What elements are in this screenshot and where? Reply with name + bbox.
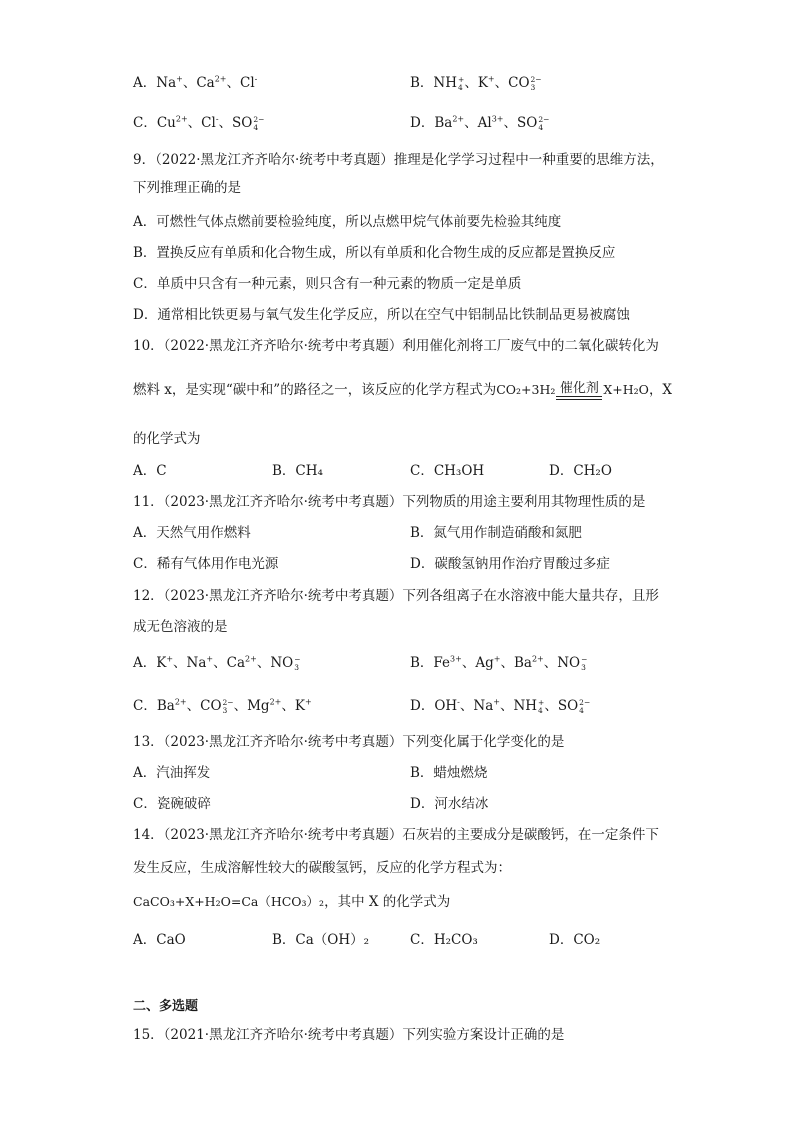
ion: $Ba^{2+}$ (156, 697, 187, 714)
q11-option-c: C．稀有气体用作电光源 (133, 556, 279, 572)
q14-stem-line1: 14．（2023·黑龙江齐齐哈尔·统考中考真题）石灰岩的主要成分是碳酸钙，在一定条件下 (133, 827, 659, 843)
q13-option-b: B．蜡烛燃烧 (410, 765, 488, 781)
ion: Cl- (240, 74, 258, 91)
ion: CO 2− 3 (508, 74, 542, 92)
q12-option-a: A．K+、Na+、$Ca^{2+}$、NO − 3 (133, 654, 301, 672)
ion: $Fe^{3+}$ (433, 654, 462, 671)
ion: Na+ (156, 74, 183, 91)
q12-option-b: B．$Fe^{3+}$、Ag+、$Ba^{2+}$、NO − 3 (410, 654, 588, 672)
ion: $Al^{3+}$ (477, 114, 504, 131)
ion: $Cu^{2+}$ (156, 114, 188, 131)
ion: $Ba^{2+}$ (513, 654, 544, 671)
q11-option-d: D．碳酸氢钠用作治疗胃酸过多症 (410, 556, 610, 572)
q9-option-c: C．单质中只含有一种元素，则只含有一种元素的物质一定是单质 (133, 276, 522, 292)
option-letter: C． (133, 698, 157, 714)
ion: NH + 4 (433, 74, 465, 92)
ion: Na+ (473, 697, 500, 714)
q8-option-c: C．$Cu^{2+}$、Cl-、SO 2− 4 (133, 114, 265, 132)
equals-sign (556, 396, 602, 400)
q9-stem-line1: 9．（2022·黑龙江齐齐哈尔·统考中考真题）推理是化学学习过程中一种重要的思维方法， (133, 152, 664, 168)
catalyst-label: 催化剂 (559, 381, 599, 396)
reaction-condition (556, 382, 602, 400)
q8-option-d: D．$Ba^{2+}$、$Al^{3+}$、SO 2− 4 (410, 114, 550, 132)
q10-option-d: D．CH₂O (549, 463, 612, 479)
equation-left: CO₂+3H₂ (496, 382, 556, 397)
q12-stem-line2: 成无色溶液的是 (133, 619, 228, 635)
q14-option-d: D．CO₂ (549, 932, 601, 948)
option-letter: A． (133, 75, 157, 91)
option-letter: A． (133, 655, 157, 671)
q10-stem-text: 燃料 x，是实现“碳中和”的路径之一，该反应的化学方程式为 (133, 382, 497, 398)
ion: Na+ (186, 654, 214, 671)
q10-stem-line1: 10．（2022·黑龙江齐齐哈尔·统考中考真题）利用催化剂将工厂废气中的二氧化碳转化为 (133, 338, 659, 354)
equation-right: X+H₂O (603, 382, 649, 397)
q13-option-d: D．河水结冰 (410, 796, 489, 812)
ion: SO 2− 4 (557, 697, 591, 715)
q14-option-c: C．H₂CO₃ (410, 932, 478, 948)
q13-stem: 13．（2023·黑龙江齐齐哈尔·统考中考真题）下列变化属于化学变化的是 (133, 734, 565, 750)
ion: $Mg^{2+}$ (247, 697, 282, 714)
q12-option-c: C．$Ba^{2+}$、CO 2− 3 、$Mg^{2+}$、K+ (133, 697, 312, 715)
q9-option-a: A．可燃性气体点燃前要检验纯度，所以点燃甲烷气体前要先检验其纯度 (133, 214, 562, 230)
q13-option-a: A．汽油挥发 (133, 765, 211, 781)
option-letter: D． (410, 115, 435, 131)
ion: K+ (294, 697, 312, 714)
q14-stem-tail: ，其中 X 的化学式为 (324, 894, 451, 910)
ion: NO − 3 (270, 654, 301, 672)
q15-stem: 15．（2021·黑龙江齐齐哈尔·统考中考真题）下列实验方案设计正确的是 (133, 1027, 565, 1043)
q9-stem-line2: 下列推理正确的是 (133, 180, 241, 196)
ion: Cl- (201, 114, 219, 131)
q12-option-d: D．OH-、Na+、NH + 4 、SO 2− 4 (410, 697, 591, 715)
q10-stem-line3: 的化学式为 (133, 431, 201, 447)
ion: SO 2− 4 (232, 114, 265, 132)
ion: NO − 3 (557, 654, 588, 672)
ion: $Ba^{2+}$ (434, 114, 465, 131)
q10-stem-line2 (133, 380, 672, 400)
q10-stem-tail: ，X (648, 382, 673, 398)
ion: $Ca^{2+}$ (226, 654, 257, 671)
ion: Ag+ (475, 654, 501, 671)
q10-option-b: B．CH₄ (272, 463, 323, 479)
q11-option-a: A．天然气用作燃料 (133, 525, 251, 541)
option-letter: D． (410, 698, 435, 714)
ion: K+ (477, 74, 495, 91)
q9-option-d: D．通常相比铁更易与氧气发生化学反应，所以在空气中铝制品比铁制品更易被腐蚀 (133, 307, 630, 323)
option-letter: C． (133, 115, 157, 131)
q11-stem: 11．（2023·黑龙江齐齐哈尔·统考中考真题）下列物质的用途主要利用其物理性质的是 (133, 494, 646, 510)
ion: $Ca^{2+}$ (196, 74, 227, 91)
option-letter: B． (410, 655, 434, 671)
q12-stem-line1: 12．（2023·黑龙江齐齐哈尔·统考中考真题）下列各组离子在水溶液中能大量共存，且形 (133, 588, 659, 604)
q8-option-a: A．Na+、$Ca^{2+}$、Cl- (133, 74, 258, 91)
ion: K+ (156, 654, 174, 671)
q8-option-b: B．NH + 4 、K+、CO 2− 3 (410, 74, 542, 92)
q10-option-a: A．C (133, 463, 167, 479)
q10-option-c: C．CH₃OH (410, 463, 485, 479)
option-letter: B． (410, 75, 434, 91)
q14-stem-line2: 发生反应，生成溶解性较大的碳酸氢钙，反应的化学方程式为： (133, 860, 511, 876)
ion: SO 2− 4 (516, 114, 550, 132)
ion: OH- (434, 697, 460, 714)
q9-option-b: B．置换反应有单质和化合物生成，所以有单质和化合物生成的反应都是置换反应 (133, 245, 616, 261)
section-title: 二、多选题 (133, 999, 199, 1014)
q11-option-b: B．氮气用作制造硝酸和氮肥 (410, 525, 582, 541)
ion: NH + 4 (513, 697, 545, 715)
q14-option-b: B．Ca（OH）₂ (272, 932, 370, 948)
ion: CO 2− 3 (200, 697, 234, 715)
equation: CaCO₃+X+H₂O=Ca（HCO₃）₂ (133, 894, 325, 909)
q13-option-c: C．瓷碗破碎 (133, 796, 211, 812)
q14-option-a: A．CaO (133, 932, 186, 948)
q14-stem-line3 (133, 892, 450, 912)
